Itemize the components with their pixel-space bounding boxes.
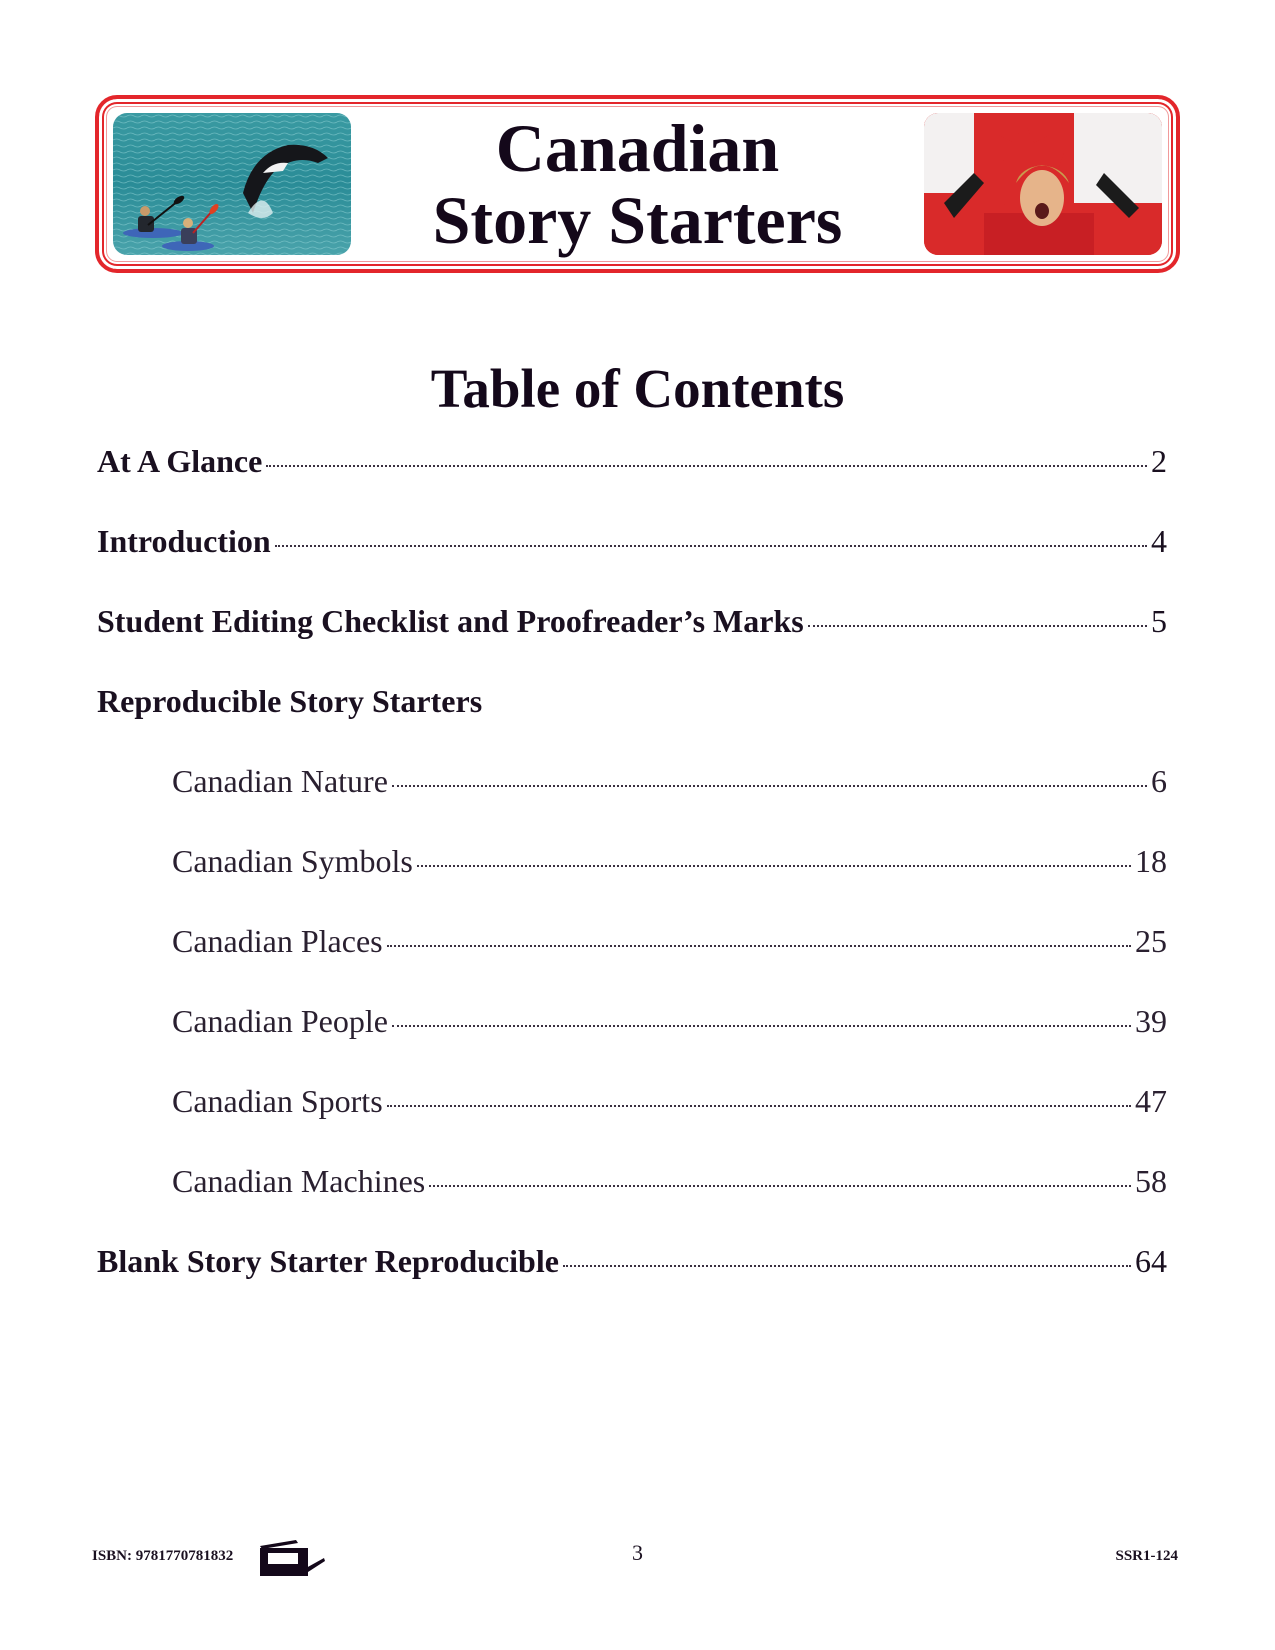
toc-entry-canadian-nature[interactable] <box>97 763 1167 807</box>
dot-leader <box>275 545 1147 547</box>
dot-leader <box>563 1265 1131 1267</box>
toc-section-label: Reproducible Story Starters <box>97 683 483 719</box>
dot-leader <box>392 785 1147 787</box>
toc-entry-page: 39 <box>1135 1003 1167 1039</box>
toc-entry-canadian-machines[interactable] <box>97 1163 1167 1207</box>
toc-entry-page: 64 <box>1135 1243 1167 1279</box>
toc-entry-label: Canadian People <box>172 1003 388 1039</box>
dot-leader <box>387 1105 1131 1107</box>
toc-entry-page: 2 <box>1151 443 1167 479</box>
book-title <box>361 110 914 258</box>
flag-fan-image <box>924 113 1162 255</box>
toc-entry-page: 25 <box>1135 923 1167 959</box>
toc-entry-introduction[interactable] <box>97 523 1167 567</box>
toc-entry-label: At A Glance <box>97 443 263 479</box>
toc-entry-page: 58 <box>1135 1163 1167 1199</box>
toc-entry-canadian-sports[interactable] <box>97 1083 1167 1127</box>
toc-entry-label: Canadian Places <box>172 923 383 959</box>
toc-entry-label: Canadian Nature <box>172 763 388 799</box>
book-title-line2: Story Starters <box>432 182 843 258</box>
toc-entry-canadian-people[interactable] <box>97 1003 1167 1047</box>
toc-entry-canadian-places[interactable] <box>97 923 1167 967</box>
dot-leader <box>429 1185 1131 1187</box>
toc-entry-label: Canadian Machines <box>172 1163 426 1199</box>
dot-leader <box>266 465 1147 467</box>
toc-entry-at-a-glance[interactable] <box>97 443 1167 487</box>
toc-entry-label: Canadian Sports <box>172 1083 383 1119</box>
toc-heading: Table of Contents <box>430 358 845 419</box>
page-number: 3 <box>632 1540 643 1565</box>
toc-entry-blank-story-starter[interactable] <box>97 1243 1167 1287</box>
toc-entry-page: 18 <box>1135 843 1167 879</box>
page-footer <box>0 1538 1275 1578</box>
toc-entry-label: Canadian Symbols <box>172 843 413 879</box>
toc-entry-label: Introduction <box>97 523 271 559</box>
toc-entry-label: Student Editing Checklist and Proofreader’s Marks <box>97 603 804 639</box>
dot-leader <box>808 625 1147 627</box>
toc-entry-page: 4 <box>1151 523 1167 559</box>
dot-leader <box>417 865 1131 867</box>
title-banner <box>95 95 1180 273</box>
toc-entry-student-editing-checklist[interactable] <box>97 603 1167 647</box>
dot-leader <box>387 945 1131 947</box>
dot-leader <box>392 1025 1131 1027</box>
toc-section-reproducible-story-starters <box>97 683 1167 727</box>
isbn-label: ISBN: 9781770781832 <box>92 1548 234 1564</box>
toc-entry-page: 47 <box>1135 1083 1167 1119</box>
book-title-line1: Canadian <box>495 110 780 186</box>
toc-entry-canadian-symbols[interactable] <box>97 843 1167 887</box>
toc-entry-label: Blank Story Starter Reproducible <box>97 1243 559 1279</box>
toc-entry-page: 6 <box>1151 763 1167 799</box>
orca-kayak-image <box>113 113 351 255</box>
product-code: SSR1-124 <box>1115 1548 1178 1564</box>
toc-entry-page: 5 <box>1151 603 1167 639</box>
